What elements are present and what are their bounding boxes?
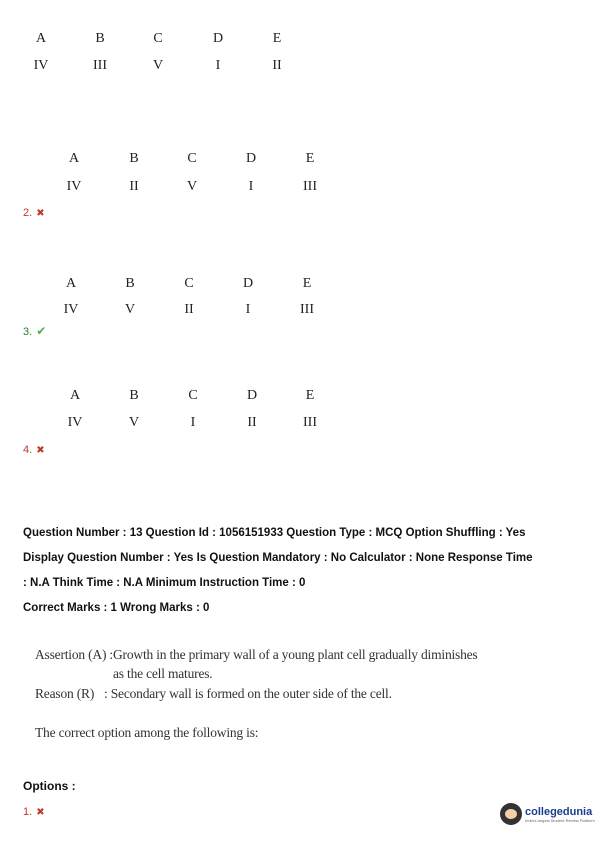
option-label: 3. bbox=[23, 326, 33, 338]
grid-header: A bbox=[35, 31, 47, 46]
grid-header: C bbox=[153, 31, 163, 46]
grid-header: D bbox=[242, 276, 254, 291]
grid-header: D bbox=[246, 388, 258, 403]
logo-text bbox=[525, 806, 595, 823]
wrong-icon: ✖ bbox=[36, 807, 45, 818]
grid-header: C bbox=[184, 276, 194, 291]
grid-value: IV bbox=[66, 179, 82, 194]
grid-value: V bbox=[152, 58, 164, 73]
grid-value: II bbox=[129, 179, 139, 194]
grid-value: III bbox=[93, 58, 107, 73]
logo-name: collegedunia bbox=[525, 805, 593, 818]
logo-tagline: India's largest Student Review Platform bbox=[525, 817, 595, 823]
option-3-number bbox=[23, 324, 46, 338]
meta-line-4: Correct Marks : 1 Wrong Marks : 0 bbox=[23, 602, 210, 614]
reason-label: Reason (R) bbox=[35, 686, 95, 701]
grid-header: B bbox=[95, 31, 105, 46]
grid-value: V bbox=[124, 302, 136, 317]
question-meta bbox=[23, 521, 583, 621]
mascot-icon bbox=[500, 803, 522, 825]
grid-header: E bbox=[302, 276, 312, 291]
question-prompt: The correct option among the following is: bbox=[35, 725, 259, 740]
grid-header: A bbox=[65, 276, 77, 291]
assertion-text: Growth in the primary wall of a young plant cell gradually diminishes bbox=[113, 647, 478, 662]
grid-value: IV bbox=[33, 58, 49, 73]
option-label: 1. bbox=[23, 806, 33, 818]
grid-value: IV bbox=[67, 415, 83, 430]
grid-value: I bbox=[190, 415, 196, 430]
grid-value: II bbox=[272, 58, 282, 73]
grid-value: II bbox=[247, 415, 257, 430]
grid-header: E bbox=[305, 388, 315, 403]
grid-header: B bbox=[129, 151, 139, 166]
wrong-icon: ✖ bbox=[36, 445, 45, 456]
grid-header: A bbox=[69, 388, 81, 403]
grid-value: III bbox=[300, 302, 314, 317]
grid-value: V bbox=[128, 415, 140, 430]
wrong-icon: ✖ bbox=[36, 208, 45, 219]
meta-line-1: Question Number : 13 Question Id : 1056151933 Question Type : MCQ Option Shuffling : Yes bbox=[23, 527, 526, 539]
option-label: 2. bbox=[23, 207, 33, 219]
check-icon: ✔ bbox=[36, 324, 47, 338]
grid-header: C bbox=[187, 151, 197, 166]
grid-header: B bbox=[125, 276, 135, 291]
option-1-number bbox=[23, 806, 45, 818]
option-4-number bbox=[23, 444, 45, 456]
grid-header: D bbox=[245, 151, 257, 166]
collegedunia-logo bbox=[500, 803, 595, 825]
meta-line-2: Display Question Number : Yes Is Question Mandatory : No Calculator : None Response Time bbox=[23, 552, 533, 564]
grid-header: E bbox=[305, 151, 315, 166]
grid-value: III bbox=[303, 415, 317, 430]
grid-value: V bbox=[186, 179, 198, 194]
assertion-text-continued: as the cell matures. bbox=[113, 666, 213, 681]
grid-header: D bbox=[212, 31, 224, 46]
meta-line-3: : N.A Think Time : N.A Minimum Instruction Time : 0 bbox=[23, 577, 306, 589]
reason-text: : Secondary wall is formed on the outer side of the cell. bbox=[104, 686, 392, 701]
grid-value: I bbox=[248, 179, 254, 194]
option-label: 4. bbox=[23, 444, 33, 456]
assertion-label: Assertion (A) : bbox=[35, 647, 113, 662]
grid-header: A bbox=[68, 151, 80, 166]
grid-header: C bbox=[188, 388, 198, 403]
grid-value: III bbox=[303, 179, 317, 194]
grid-header: E bbox=[272, 31, 282, 46]
grid-value: I bbox=[245, 302, 251, 317]
grid-value: II bbox=[184, 302, 194, 317]
options-heading: Options : bbox=[23, 779, 76, 793]
grid-value: I bbox=[215, 58, 221, 73]
grid-header: B bbox=[129, 388, 139, 403]
grid-value: IV bbox=[63, 302, 79, 317]
option-2-number bbox=[23, 207, 45, 219]
